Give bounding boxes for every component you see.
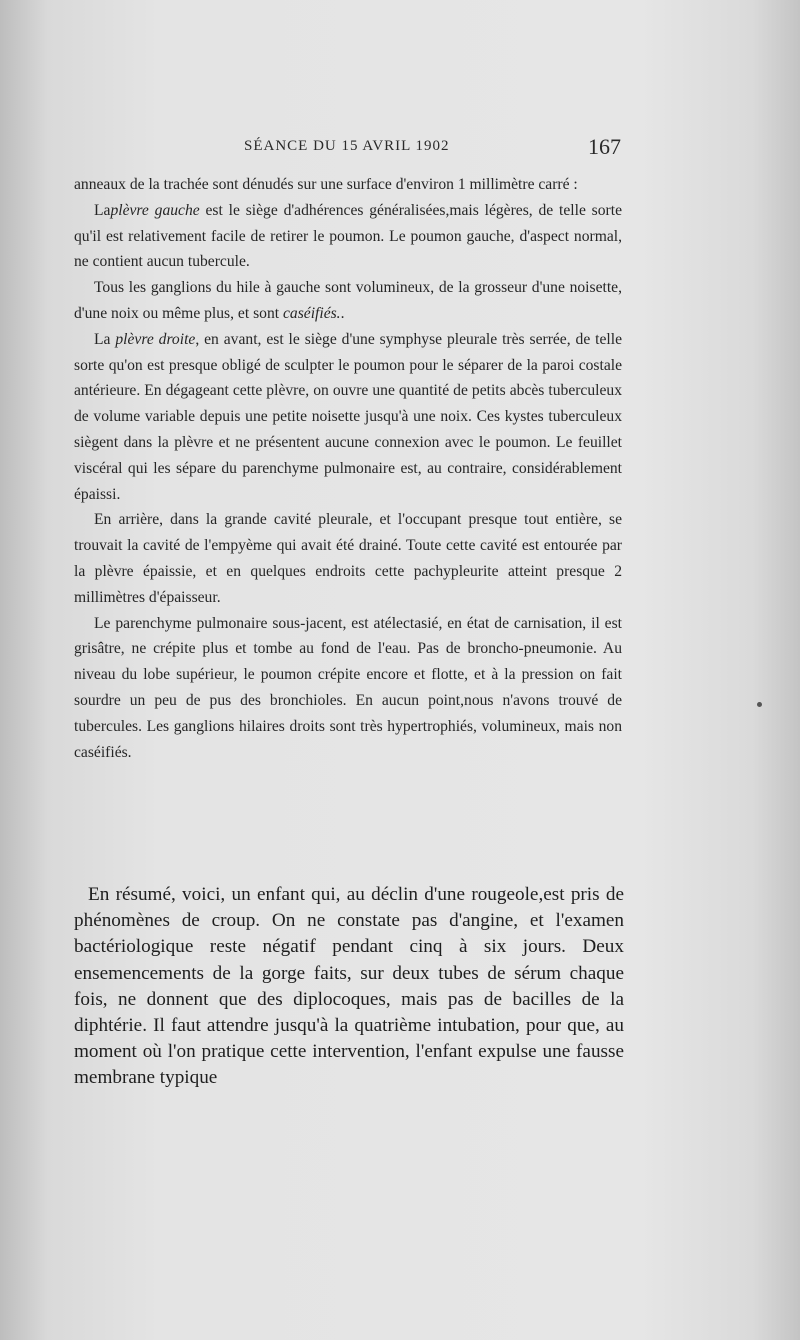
paragraph-summary: En résumé, voici, un enfant qui, au déclin d'une rougeole,est pris de phénomènes de croup. On ne constate pas d'angine, et l'examen bactériologique reste négatif pendant cinq à six jours. Deux ensemencements de la gorge faits, sur deux tubes de sérum chaque fois, ne donnent que des diplocoques, mais pas de bacilles de la diphtérie. Il faut attendre jusqu'à la quatrième intubation, pour que, au moment où l'on pratique cette intervention, l'enfant expulse une fausse membrane typique [74,884,624,1089]
paragraph-trachea: anneaux de la trachée sont dénudés sur une surface d'environ 1 millimètre carré : [74,176,578,193]
page-number: 167 [588,134,621,159]
p2-rest: est le siège d'adhérences généralisées,mais légères, de telle sorte qu'il est relativement facile de retirer le poumon. Le poumon gauche, d'aspect normal, ne contient aucun tubercule. [74,201,622,271]
paragraph-ganglions [74,275,622,327]
autopsy-report-text [74,172,622,765]
paragraph-left-pleura [74,198,622,275]
paragraph-right-pleura [74,327,622,508]
p3-text: Tous les ganglions du hile à gauche sont volumineux, de la grosseur d'une noisette, d'une noix ou même plus, et sont [74,279,622,322]
p4-rest: , en avant, est le siège d'une symphyse pleurale très serrée, de telle sorte qu'on est presque obligé de sculpter le poumon pour le séparer de la paroi costale antérieure. En dégageant cette plèvre, on ouvre une quantité de petits abcès tuberculeux de volume variable depuis une petite noisette jusqu'à une noix. Ces kystes tuberculeux siègent dans la plèvre et ne présentent aucune connexion avec le poumon. Le feuillet viscéral qui les sépare du parenchyme pulmonaire est, au contraire, considérablement épaissi. [74,330,622,503]
summary-text [74,882,624,1092]
caseified-term: caséifiés. [282,304,341,322]
paragraph-empyema: En arrière, dans la grande cavité pleurale, et l'occupant presque tout entière, se trouvait la cavité de l'empyème qui avait été drainé. Toute cette cavité est entourée par la plèvre épaissie, et en quelques endroits cette pachypleurite atteint presque 2 millimètres d'épaisseur. [74,511,622,606]
running-header [0,134,800,164]
p2-lead: La [94,201,111,219]
p4-lead: La [94,330,116,348]
ink-speck [757,702,762,707]
p3-end: . [340,304,345,322]
header-title: SÉANCE DU 15 AVRIL 1902 [244,138,450,154]
right-pleura-term: plèvre droite [115,330,196,348]
paragraph-parenchyma: Le parenchyme pulmonaire sous-jacent, est atélectasié, en état de carnisation, il est grisâtre, ne crépite plus et tombe au fond de l'eau. Pas de broncho-pneumonie. Au niveau du lobe supérieur, le poumon crépite encore et flotte, et à la pression on fait sourdre un peu de pus des bronchioles. En aucun point,nous n'avons trouvé de tubercules. Les ganglions hilaires droits sont très hypertrophiés, volumineux, mais non caséifiés. [74,614,622,761]
left-pleura-term: plèvre gauche [110,201,200,219]
